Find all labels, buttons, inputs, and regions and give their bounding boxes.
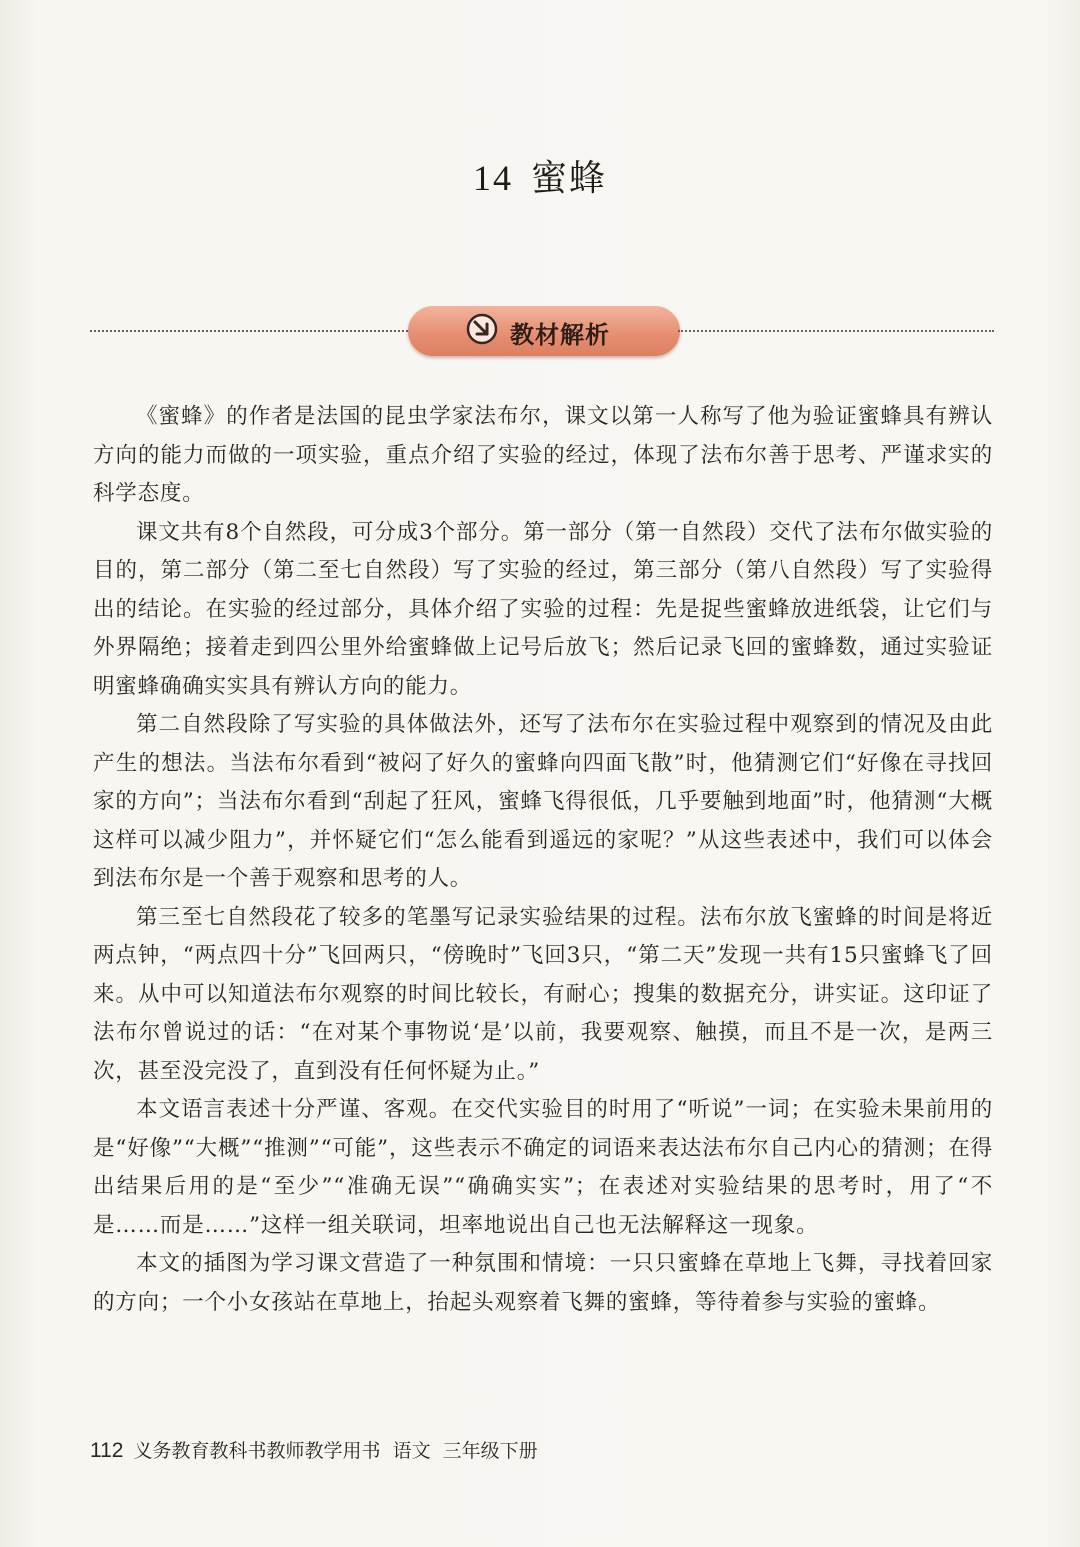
lesson-number: 14 [472, 158, 513, 198]
paragraph: 第二自然段除了写实验的具体做法外，还写了法布尔在实验过程中观察到的情况及由此产生的想法。当法布尔看到“被闷了好久的蜜蜂向四面飞散”时，他猜测它们“好像在寻找回家的方向”；当法布尔看到“刮起了狂风，蜜蜂飞得很低，几乎要触到地面”时，他猜测“大概这样可以减少阻力”，并怀疑它们“怎么能看到遥远的家呢？”从这些表述中，我们可以体会到法布尔是一个善于观察和思考的人。 [93, 712, 993, 891]
paragraph: 第三至七自然段花了较多的笔墨写记录实验结果的过程。法布尔放飞蜜蜂的时间是将近两点钟，“两点四十分”飞回两只，“傍晚时”飞回3只，“第二天”发现一共有15只蜜蜂飞了回来。从中可以知道法布尔观察的时间比较长，有耐心；搜集的数据充分，讲实证。这印证了法布尔曾说过的话：“在对某个事物说‘是’以前，我要观察、触摸，而且不是一次，是两三次，甚至没完没了，直到没有任何怀疑为止。” [93, 904, 993, 1084]
down-right-arrow-circle-icon [466, 313, 498, 345]
analysis-body [93, 398, 993, 1322]
dotted-divider-right [678, 330, 994, 332]
section-header [90, 306, 994, 356]
section-badge [408, 306, 680, 356]
lesson-title [0, 150, 1080, 201]
paragraph: 本文的插图为学习课文营造了一种氛围和情境：一只只蜜蜂在草地上飞舞，寻找着回家的方向；一个小女孩站在草地上，抬起头观察着飞舞的蜜蜂，等待着参与实验的蜜蜂。 [93, 1251, 993, 1315]
page-number: 112 [90, 1439, 124, 1462]
paragraph: 课文共有8个自然段，可分成3个部分。第一部分（第一自然段）交代了法布尔做实验的目的，第二部分（第二至七自然段）写了实验的经过，第三部分（第八自然段）写了实验得出的结论。在实验的经过部分，具体介绍了实验的过程：先是捉些蜜蜂放进纸袋，让它们与外界隔绝；接着走到四公里外给蜜蜂做上记号后放飞；然后记录飞回的蜜蜂数，通过实验证明蜜蜂确确实实具有辨认方向的能力。 [93, 519, 993, 699]
book-title: 义务教育教科书教师教学用书 语文 三年级下册 [133, 1440, 538, 1462]
paragraph: 本文语言表述十分严谨、客观。在交代实验目的时用了“听说”一词；在实验未果前用的是“好像”“大概”“推测”“可能”，这些表示不确定的词语来表达法布尔自己内心的猜测；在得出结果后用的是“至少”“准确无误”“确确实实”；在表述对实验结果的思考时，用了“不是……而是……”这样一组关联词，坦率地说出自己也无法解释这一现象。 [93, 1097, 993, 1238]
lesson-name: 蜜蜂 [530, 158, 607, 199]
page-footer [90, 1436, 538, 1463]
dotted-divider-left [90, 330, 412, 332]
paragraph: 《蜜蜂》的作者是法国的昆虫学家法布尔，课文以第一人称写了他为验证蜜蜂具有辨认方向的能力而做的一项实验，重点介绍了实验的经过，体现了法布尔善于思考、严谨求实的科学态度。 [93, 404, 993, 506]
section-title: 教材解析 [510, 321, 610, 349]
